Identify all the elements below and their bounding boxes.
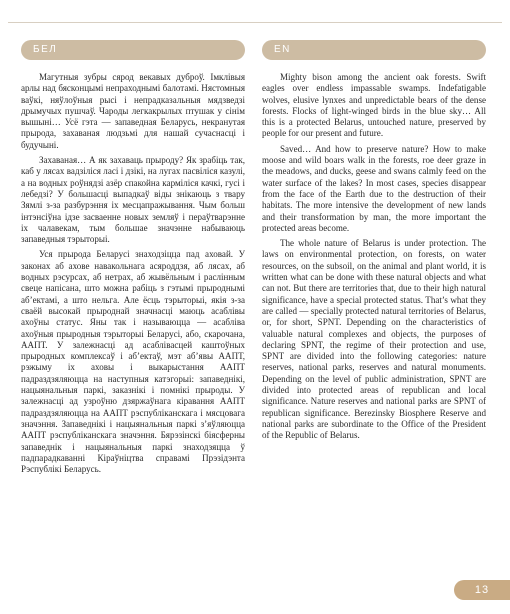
top-divider	[8, 22, 502, 23]
paragraph-en-3: The whole nature of Belarus is under protection. The laws on environmental protection, on forests, on water resources, on the subsoil, on the animal and plant world, it is written what can be done with these natural objects and what can not. But there are territories that, due to their high natural significance, have a special protected status. That’s what they are called — specially protected natural territories of Belarus, or, for short, SPNT. Depending on the characteristics of valuable natural complexes and objects, the purposes of declaring SPNT, the regime of their protection and use, SPNT are divided into the following categories: nature reserves, national parks, reserves and natural monuments. Depending on the level of public administration, SPNT are divided into protected areas of republican and local significance. Nature reserves and national parks are SPNT of republican significance. Berezinsky Biosphere Reserve and national parks are subordinate to the Office of the President of the Republic of Belarus.	[262, 238, 486, 441]
lang-label-en: EN	[262, 40, 486, 60]
paragraph-be-3: Уся прырода Беларусі знаходзіцца пад аховай. У законах аб ахове навакольнага асяроддзя, аб лясах, аб водных рэсурсах, аб нетрах, аб жывёльным і раслінным свеце напісана, што можна рабіць з гэтымі прыроднымі аб’ектамі, а што нельга. Але ёсць тэрыторыі, якія з-за сваёй высокай прыроднай значнасці маюць асаблівы ахоўны статус. Яны так і называюцца — асабліва ахоўныя прыродныя тэрыторыі Беларусі, або, скарочана, ААПТ. У залежнасці ад асаблівасцей каштоўных прыродных комплексаў і аб’ектаў, мэт аб’явы ААПТ, рэжыму іх аховы і выкарыстання ААПТ падраздзяляюцца на наступныя катэгорыі: запаведнікі, нацыянальныя паркі, заказнікі і помнікі прыроды. У залежнасці ад узроўню дзяржаўнага кіравання ААПТ падраздзяляюцца на ААПТ рэспубліканскага і мясцовага значэння. Запаведнікі і нацыянальныя паркі з’яўляюцца ААПТ рэспубліканскага значэння. Бярэзінскі біясферны запаведнік і нацыянальныя паркі знаходзяцца ў падпарадкаванні Кіраўніцтва справамі Прэзідэнта Рэспублікі Беларусь.	[21, 249, 245, 475]
lang-label-be: БЕЛ	[21, 40, 245, 60]
belarusian-column	[21, 40, 245, 479]
page-number: 13	[454, 580, 510, 600]
paragraph-en-1: Mighty bison among the ancient oak forests. Swift eagles over endless impassable swamps. Indefatigable wolves, elusive lynxes and unpredictable bears of the dense forests. Flocks of light-winged birds in the blue sky… All this is a protected Belarus, untouched nature, preserved by people for our present and future.	[262, 72, 486, 139]
english-column	[262, 40, 486, 446]
paragraph-en-2: Saved… And how to preserve nature? How to make moose and wild boars walk in the forests, roe deer graze in the meadows, and ducks, geese and swans calmly feed on the water surface of the lakes? In most cases, species disappear from the face of the Earth due to the destruction of their habitats. The more intensive the development of new lands and their transformation by man, the more important the protected areas become.	[262, 143, 486, 233]
paragraph-be-2: Захаваная… А як захаваць прыроду? Як зрабіць так, каб у лясах вадзіліся ласі і дзікі, на лугах пасвіліся казулі, а на водных роўнядзі азёр спакойна карміліся качкі, гусі і лебедзі? У большасці выпадкаў віды знікаюць з твару Зямлі з-за разбурэння іх месцапражывання. Чым больш інтэнсіўна ідзе засваенне новых земляў і пераўтварэнне іх чалавекам, тым большае значэнне набываюць запаведныя тэрыторыі.	[21, 155, 245, 245]
paragraph-be-1: Магутныя зубры сярод векавых дуброў. Імклівыя арлы над бясконцымі непраходнымі балотамі. Нястомныя ваўкі, няўлоўныя рысі і непрадказальныя мядзведзі дрымучых пушчаў. Чароды легкакрылых птушак у сінім вышыні… Усё гэта — запаведная Беларусь, некранутая прырода, захаваная людзьмі для нашай сучаснасці і будучыні.	[21, 72, 245, 150]
